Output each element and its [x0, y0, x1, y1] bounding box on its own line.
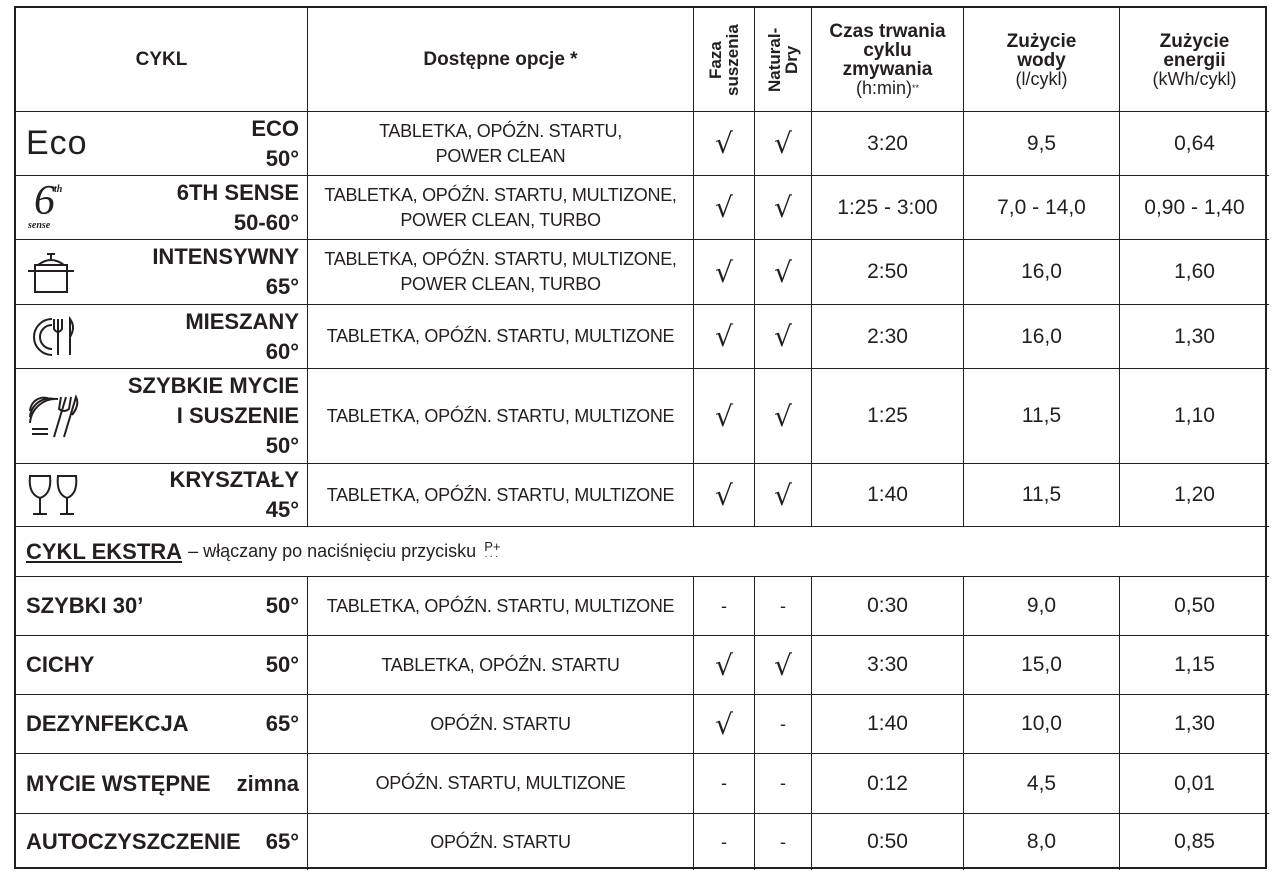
extra-cycle-cell — [16, 754, 308, 814]
options-line: TABLETKA, OPÓŹN. STARTU, MULTIZONE — [326, 405, 675, 426]
header-duration-title: Czas trwania cyklu zmywania — [829, 21, 946, 80]
cycle-temp: 65° — [265, 711, 299, 736]
extra-section-desc: – włączany po naciśnięciu przycisku — [188, 541, 477, 561]
energy-value: 0,90 - 1,40 — [1120, 176, 1269, 240]
drying-check: - — [694, 577, 755, 636]
options-line: POWER CLEAN — [435, 145, 566, 166]
cycle-cell-krysztaly — [16, 464, 308, 527]
duration-value: 0:50 — [812, 814, 964, 870]
sixth-sense-sup: th — [54, 183, 63, 195]
natural-dry-check: √ — [755, 369, 812, 464]
natural-dry-check: - — [755, 577, 812, 636]
cycle-temp: 65° — [265, 829, 299, 854]
options-line: POWER CLEAN, TURBO — [400, 209, 601, 230]
p-plus-button-icon-dots: ··· — [484, 550, 501, 562]
options-line: OPÓŹN. STARTU — [430, 831, 571, 852]
header-options — [308, 8, 694, 112]
extra-section-title: CYKL EKSTRA — [26, 538, 183, 564]
cycle-name-text: ECO — [251, 115, 299, 141]
duration-value: 3:30 — [812, 636, 964, 695]
natural-dry-check: √ — [755, 176, 812, 240]
natural-dry-check: √ — [755, 464, 812, 527]
options-line: TABLETKA, OPÓŹN. STARTU, MULTIZONE — [326, 595, 675, 616]
water-value: 16,0 — [964, 305, 1120, 369]
natural-dry-check: - — [755, 695, 812, 754]
drying-check: - — [694, 754, 755, 814]
header-drying-phase-label: Faza suszenia — [706, 23, 742, 96]
cycle-cell-intensywny — [16, 240, 308, 305]
header-natural-dry — [755, 8, 812, 112]
cycle-temp: 65° — [265, 274, 299, 299]
cycle-name — [177, 178, 299, 238]
options-cell — [308, 305, 694, 369]
drying-check: √ — [694, 369, 755, 464]
options-line: TABLETKA, OPÓŹN. STARTU, MULTIZONE — [326, 326, 675, 346]
extra-section-header — [16, 527, 1269, 577]
options-cell — [308, 369, 694, 464]
cycle-name-text: KRYSZTAŁY — [169, 467, 299, 492]
p-plus-button-icon — [484, 538, 501, 562]
extra-cycle-cell — [16, 814, 308, 870]
cycle-temp: zimna — [236, 770, 299, 796]
header-energy-title: Zużycie energii — [1159, 30, 1230, 71]
water-value: 16,0 — [964, 240, 1120, 305]
cycle-name — [185, 307, 299, 367]
energy-value: 1,15 — [1120, 636, 1269, 695]
header-duration-unit — [856, 79, 919, 97]
water-value: 11,5 — [964, 369, 1120, 464]
natural-dry-check: √ — [755, 112, 812, 176]
p-plus-button-icon-text: P+ — [484, 538, 501, 554]
header-water — [964, 8, 1120, 112]
options-line: TABLETKA, OPÓŹN. STARTU, MULTIZONE, — [324, 184, 677, 205]
cycle-temp: 50-60° — [233, 209, 299, 235]
cycle-temp: 50° — [265, 593, 299, 618]
drying-check: √ — [694, 695, 755, 754]
drying-check: √ — [694, 176, 755, 240]
sixth-sense-icon — [26, 177, 96, 232]
eco-icon-text: Eco — [26, 124, 88, 162]
duration-value: 0:12 — [812, 754, 964, 814]
energy-value: 0,01 — [1120, 754, 1269, 814]
options-line: TABLETKA, OPÓŹN. STARTU — [381, 654, 620, 675]
cycle-name-text: AUTOCZYSZCZENIE — [26, 829, 241, 854]
cycle-name — [169, 465, 299, 525]
drying-check: √ — [694, 636, 755, 695]
options-cell — [308, 754, 694, 814]
options-cell — [308, 695, 694, 754]
options-line: POWER CLEAN, TURBO — [400, 274, 601, 294]
header-cykl — [16, 8, 308, 112]
options-cell — [308, 176, 694, 240]
duration-value: 3:20 — [812, 112, 964, 176]
cycle-name-text: INTENSYWNY — [152, 244, 299, 269]
header-water-title: Zużycie wody — [1006, 30, 1077, 71]
natural-dry-check: √ — [755, 636, 812, 695]
header-water-unit: (l/cykl) — [1015, 68, 1068, 89]
water-value: 11,5 — [964, 464, 1120, 527]
plate-cutlery-icon — [26, 313, 96, 361]
options-line: TABLETKA, OPÓŹN. STARTU, MULTIZONE, — [324, 249, 677, 269]
cycle-temp: 45° — [265, 497, 299, 522]
header-energy — [1120, 8, 1269, 112]
duration-value: 1:25 - 3:00 — [812, 176, 964, 240]
cycle-cell-mieszany — [16, 305, 308, 369]
cycle-name-text: CICHY — [26, 652, 95, 677]
header-duration — [812, 8, 964, 112]
duration-value: 2:50 — [812, 240, 964, 305]
cycle-name — [251, 114, 299, 174]
drying-check: √ — [694, 240, 755, 305]
pot-icon-svg — [26, 249, 76, 295]
water-value: 9,5 — [964, 112, 1120, 176]
water-value: 9,0 — [964, 577, 1120, 636]
water-value: 15,0 — [964, 636, 1120, 695]
options-cell — [308, 814, 694, 870]
natural-dry-check: √ — [755, 305, 812, 369]
cycle-name-text: MIESZANY — [185, 308, 299, 334]
drying-check: √ — [694, 464, 755, 527]
cycle-table — [14, 6, 1267, 869]
duration-value: 1:40 — [812, 695, 964, 754]
glasses-icon-svg — [26, 470, 82, 520]
extra-cycle-cell — [16, 636, 308, 695]
extra-cycle-cell — [16, 577, 308, 636]
sixth-sense-digit: 6 — [34, 177, 55, 224]
options-cell — [308, 577, 694, 636]
header-energy-unit: (kWh/cykl) — [1152, 68, 1237, 89]
energy-value: 1,60 — [1120, 240, 1269, 305]
sixth-sense-sub: sense — [28, 219, 51, 231]
water-value: 4,5 — [964, 754, 1120, 814]
cycle-temp: 50° — [265, 145, 299, 171]
options-cell — [308, 464, 694, 527]
header-natural-dry-label: Natural-Dry — [765, 27, 801, 92]
header-drying-phase — [694, 8, 755, 112]
cycle-temp: 60° — [265, 338, 299, 364]
cycle-temp: 50° — [265, 433, 299, 458]
fast-wash-icon — [26, 391, 96, 441]
options-line: TABLETKA, OPÓŹN. STARTU, MULTIZONE — [326, 484, 675, 505]
cycle-name-text: I SUSZENIE — [176, 403, 299, 428]
plate-cutlery-icon-svg — [26, 313, 78, 361]
cycle-name-text: MYCIE WSTĘPNE — [26, 770, 211, 796]
header-options-label: Dostępne opcje * — [423, 49, 578, 70]
duration-value: 1:40 — [812, 464, 964, 527]
drying-check: √ — [694, 305, 755, 369]
pot-icon — [26, 249, 96, 295]
header-cykl-label: CYKL — [135, 49, 188, 70]
header-duration-footnote-mark: ** — [912, 83, 920, 93]
options-line: OPÓŹN. STARTU — [430, 713, 571, 734]
water-value: 8,0 — [964, 814, 1120, 870]
energy-value: 0,50 — [1120, 577, 1269, 636]
energy-value: 1,10 — [1120, 369, 1269, 464]
cycle-name-text: 6TH SENSE — [176, 179, 299, 205]
energy-value: 1,20 — [1120, 464, 1269, 527]
sixth-sense-icon-mark — [26, 177, 70, 232]
cycle-name-text: SZYBKI 30’ — [26, 593, 144, 618]
cycle-name — [152, 242, 299, 302]
cycle-name-text: DEZYNFEKCJA — [26, 711, 189, 736]
options-line: TABLETKA, OPÓŹN. STARTU, — [379, 120, 622, 141]
duration-value: 0:30 — [812, 577, 964, 636]
natural-dry-check: - — [755, 754, 812, 814]
eco-icon — [26, 124, 96, 163]
energy-value: 0,85 — [1174, 830, 1215, 853]
options-line: OPÓŹN. STARTU, MULTIZONE — [375, 773, 626, 793]
glasses-icon — [26, 470, 96, 520]
cycle-cell-eco — [16, 112, 308, 176]
header-duration-unit-text: (h:min) — [855, 78, 912, 98]
natural-dry-check: √ — [755, 240, 812, 305]
options-cell — [308, 240, 694, 305]
energy-value: 0,64 — [1120, 112, 1269, 176]
cycle-name-text: SZYBKIE MYCIE — [127, 373, 299, 398]
drying-check: √ — [694, 112, 755, 176]
cycle-cell-szybkie-mycie — [16, 369, 308, 464]
energy-value: 1,30 — [1120, 695, 1269, 754]
cycle-temp: 50° — [265, 652, 299, 677]
extra-cycle-cell — [16, 695, 308, 754]
options-cell — [308, 112, 694, 176]
fast-wash-icon-svg — [26, 391, 80, 441]
duration-value: 1:25 — [812, 369, 964, 464]
natural-dry-check: - — [755, 814, 812, 870]
energy-value: 1,30 — [1120, 305, 1269, 369]
water-value: 10,0 — [964, 695, 1120, 754]
cycle-cell-6th-sense — [16, 176, 308, 240]
duration-value: 2:30 — [812, 305, 964, 369]
water-value: 7,0 - 14,0 — [964, 176, 1120, 240]
cycle-name — [128, 371, 299, 461]
drying-check: - — [694, 814, 755, 870]
options-cell — [308, 636, 694, 695]
